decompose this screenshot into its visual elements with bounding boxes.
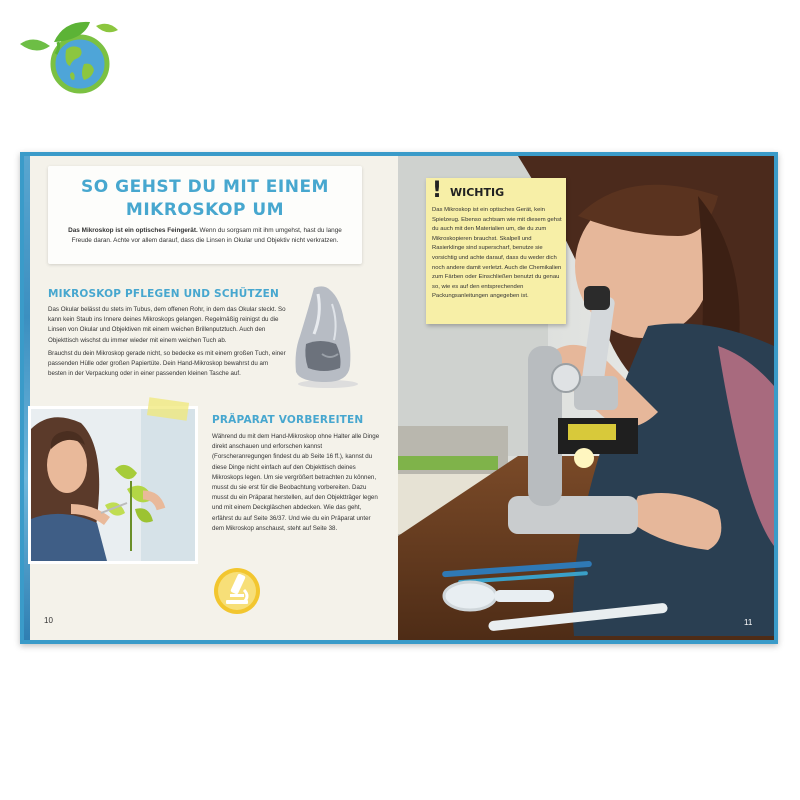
- section-heading-care: MIKROSKOP PFLEGEN UND SCHÜTZEN: [48, 288, 279, 300]
- microscope-icon: [212, 566, 262, 616]
- girl-with-plant-illustration: [31, 409, 195, 561]
- care-paragraph-2: Brauchst du dein Mikroskop gerade nicht, so bedecke es mit einem großen Tuch, einer passenden Hülle oder großen Papiertüte. Dein Hand-Mikroskop bewahrst du am besten in der Verpackung oder in einer passenden kleinen Tasche auf.: [48, 349, 286, 378]
- title-line-2: MIKROSKOP UM: [125, 200, 285, 220]
- page-number-left: 10: [44, 616, 53, 625]
- page-number-right: 11: [744, 618, 753, 627]
- section-heading-specimen: PRÄPARAT VORBEREITEN: [212, 414, 364, 426]
- section-care-text: [48, 305, 288, 382]
- note-title: WICHTIG: [450, 186, 505, 199]
- section-specimen-text: [212, 432, 380, 537]
- exclamation-icon: !: [432, 178, 443, 203]
- intro-bold: Das Mikroskop ist ein optisches Feingerät.: [68, 227, 198, 234]
- covered-microscope-image: [292, 284, 358, 390]
- intro-text: [64, 226, 346, 246]
- note-text: Das Mikroskop ist ein optisches Gerät, kein Spielzeug. Ebenso achtsam wie mit diesem gehst du auch mit den Materialien um, die du zum Mikroskopieren brauchst. Skalpell und Rasierklinge sind superscharf, benutze sie vorsichtig und achte darauf, dass du weder dich noch andere damit verletzt. Auch die Chemikalien zum Färben oder Einschließen benutzt du genau so, wie es auf den entsprechenden Packungsanleitungen angegeben ist.: [432, 207, 562, 300]
- page-title: [60, 176, 350, 222]
- specimen-paragraph: Während du mit dem Hand-Mikroskop ohne Halter alle Dinge direkt anschauen und erforschen kannst (Forscheranregungen findest du ab Seite 16 ff.), kannst du diese Dinge nicht einfach auf den Objekttisch deines Mikroskops legen. Um sie vergrößert betrachten zu können, musst du sie erst für die Beobachtung vorbereiten. Dazu musst du ein Präparat herstellen, auf den Objektträger legen und mit einem Deckgläschen abdecken. Wie das geht, erfährst du auf Seite 36/37. Und wie du ein Präparat unter dem Mikroskop anschaust, steht auf Seite 38.: [212, 433, 380, 532]
- globe-leaf-logo: [18, 12, 122, 94]
- care-paragraph-1: Das Okular belässt du stets im Tubus, dem offenen Rohr, in dem das Okular steckt. So kann kein Staub ins Innere deines Mikroskops gelangen. Regelmäßig reinigst du die Linsen von Okular und Objektiven mit einem weichen Brillenputztuch. Auch den Objekttisch wischst du immer wieder mit einem weichen Tuch ab.: [48, 306, 286, 344]
- title-line-1: SO GEHST DU MIT EINEM: [81, 177, 329, 197]
- girl-with-plant-photo: [28, 406, 198, 564]
- intro-rest: Wenn du sorgsam mit ihm umgehst, hast du lange Freude daran. Achte vor allem darauf, dass die Linsen in Okular und Objektiv nicht verkratzen.: [71, 227, 342, 244]
